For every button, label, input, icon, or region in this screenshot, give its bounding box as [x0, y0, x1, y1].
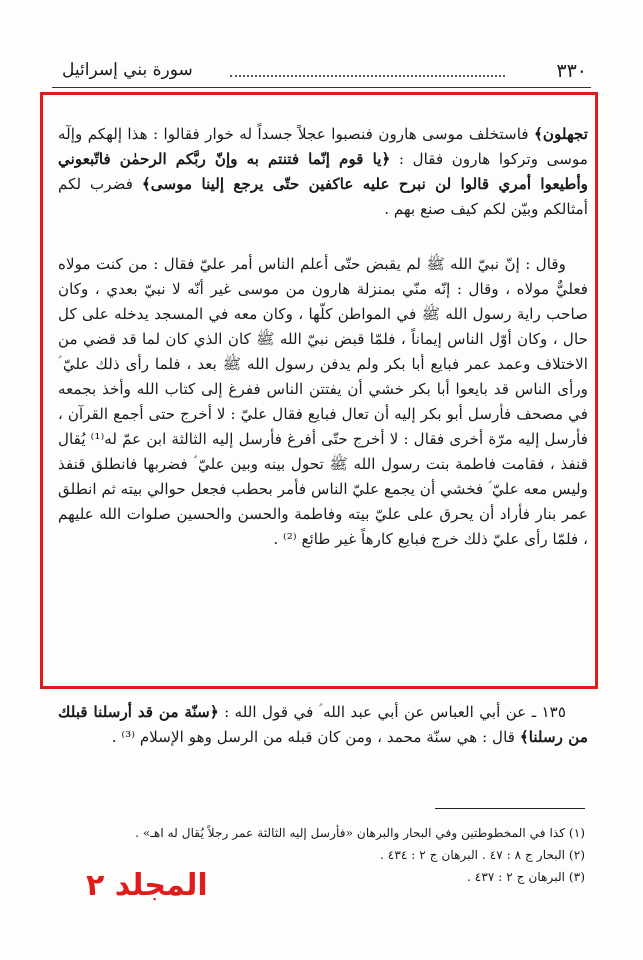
passage-3-text-a: ١٣٥ ـ عن أبي العباس عن أبي عبد الله ؑ في قول الله : [218, 703, 566, 721]
passage-3 [58, 700, 588, 750]
running-title: سورة بني إسرائيل [62, 60, 193, 80]
header-rule [52, 87, 591, 88]
passage-1-text-a: فاستخلف موسى هارون فنصبوا عجلاً جسداً له خوار فقالوا : هذا إلهكم وإلٓه موسى وتركوا هارون فقال : [58, 125, 588, 168]
footnote-2: (٢) البحار ج ٨ : ٤٧ . البرهان ج ٢ : ٤٣٤ . [380, 848, 585, 862]
footnote-1: (١) كذا في المخطوطتين وفي البحار والبرهان «فأرسل إليه الثالثة عمر رجلاً يُقال له اهـ» . [135, 826, 585, 840]
footnote-rule [435, 808, 585, 809]
passage-1 [58, 122, 588, 222]
passage-2-text: وقال : إنّ نبيّ الله ﷺ لم يقبض حتّى أعلم الناس أمر عليّ فقال : من كنت مولاه فعليٌّ مولاه ، وقال : إنّه منّي بمنزلة هارون من موسى غير أنّه لا نبيّ بعدي ، وكان صاحب راية رسول الله ﷺ في المواطن كلّها ، وكان معه في المسجد يدخله على كل حال ، وكان أوّل الناس إيماناً ، فلمّا قبض نبيّ الله ﷺ كان الذي كان لما قد قضي من الاختلاف وعمد عمر فبايع أبا بكر ولم يدفن رسول الله ﷺ بعد ، فلما رأى ذلك عليّ ؑ ورأى الناس قد بايعوا أبا بكر خشي أن يفتتن الناس ففرغ إلى كتاب الله وأخذ بجمعه في مصحف فأرسل أبو بكر إليه أن تعال فبايع فقال عليّ : لا أخرج حتى أجمع القرآن ، فأرسل إليه مرّة أخرى فقال : لا أخرج حتّى أفرغ فأرسل إليه الثالثة ابن عمّ له⁽¹⁾ يُقال قنفذ ، فقامت فاطمة بنت رسول الله ﷺ تحول بينه وبين عليّ ؑ فضربها فانطلق قنفذ وليس معه عليّ ؑ فخشي أن يجمع عليّ الناس فأمر بحطب فجعل حوالي بيته ثم انطلق عمر بنار فأراد أن يحرق على عليّ بيته وفاطمة والحسن والحسين صلوات الله عليهم ، فلمّا رأى عليّ ذلك خرج فبايع كارهاً غير طائع ⁽²⁾ . [58, 255, 588, 548]
passage-1-quote: ﴿يا قوم إنّما فتنتم به وإنّ ربَّكم الرحمٰن فاتّبعوني وأطيعوا أمري قالوا لن نبرح عليه عاكفين حتّى يرجع إلينا موسى﴾ [58, 150, 588, 193]
passage-3-text-b: قال : هي سنّة محمد ، ومن كان قبله من الرسل وهو الإسلام ⁽³⁾ . [111, 728, 520, 746]
footnote-3: (٣) البرهان ج ٢ : ٤٣٧ . [467, 870, 585, 884]
header-dotted-leader [230, 75, 505, 77]
passage-1-bold-open: تجهلون﴾ [534, 125, 588, 143]
passage-2 [58, 252, 588, 552]
passage-3-quote: ﴿سنّة من قد أرسلنا قبلك من رسلنا﴾ [58, 703, 588, 746]
page-number: ٣٣٠ [556, 60, 587, 82]
passage-1-text-b: فضرب لكم أمثالكم وبيّن لكم كيف صنع بهم . [58, 175, 588, 218]
volume-label: المجلد ٢ [86, 868, 208, 903]
page-header [52, 58, 591, 84]
